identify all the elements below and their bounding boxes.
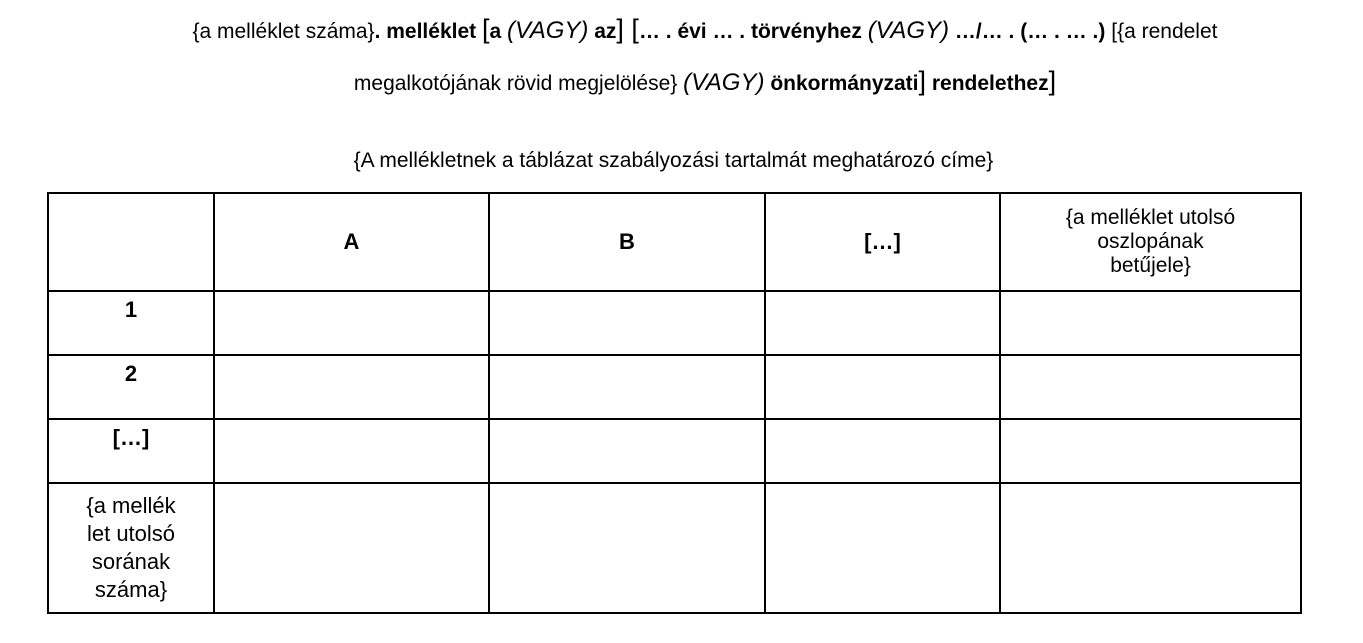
bracket-open: [ xyxy=(481,14,490,44)
decree-issuer-placeholder-cont: megalkotójának rövid megjelölése} xyxy=(353,72,678,95)
table-cell xyxy=(765,483,1000,613)
table-row xyxy=(48,355,1301,419)
article-a: a xyxy=(489,20,502,43)
bracket-pair: ] [ xyxy=(616,14,639,44)
or-marker: (VAGY) xyxy=(867,17,950,44)
row-header-last-line: let utolsó xyxy=(86,521,176,546)
table-header-row xyxy=(48,193,1301,291)
table-cell xyxy=(214,419,489,483)
table-cell xyxy=(1000,355,1301,419)
table-cell xyxy=(1000,291,1301,355)
municipal-word: önkormányzati xyxy=(770,72,919,95)
table-cell xyxy=(214,291,489,355)
row-header-last xyxy=(48,483,214,613)
column-header-last-line: {a melléklet utolsó xyxy=(1065,206,1236,229)
column-header-ellipsis: […] xyxy=(765,193,1000,291)
annex-title-line-2 xyxy=(60,66,1350,97)
bracket-close: ] xyxy=(1048,66,1057,96)
law-reference: … . évi … . törvényhez xyxy=(638,20,862,43)
or-marker: (VAGY) xyxy=(507,17,589,44)
corner-cell xyxy=(48,193,214,291)
table-row xyxy=(48,291,1301,355)
table-cell xyxy=(765,355,1000,419)
table-cell xyxy=(765,291,1000,355)
row-header-last-line: sorának xyxy=(91,549,171,574)
column-header-last xyxy=(1000,193,1301,291)
column-header-last-line: oszlopának xyxy=(1097,230,1204,253)
table-cell xyxy=(214,483,489,613)
table-cell xyxy=(489,483,765,613)
row-header-2: 2 xyxy=(48,355,214,419)
article-az: az xyxy=(594,20,617,43)
table-cell xyxy=(489,355,765,419)
row-header-1: 1 xyxy=(48,291,214,355)
annex-title-line-1 xyxy=(60,14,1350,45)
table-cell xyxy=(489,291,765,355)
table-cell xyxy=(214,355,489,419)
table-row xyxy=(48,419,1301,483)
bracket-close: ] xyxy=(918,66,927,96)
decree-number: …/… . (… . … .) xyxy=(954,20,1106,43)
row-header-last-line: {a mellék xyxy=(86,493,176,518)
decree-word: rendelethez xyxy=(931,72,1049,95)
annex-table xyxy=(47,192,1302,614)
table-cell xyxy=(765,419,1000,483)
column-header-a: A xyxy=(214,193,489,291)
annex-number-placeholder: {a melléklet száma} xyxy=(192,20,375,43)
or-marker: (VAGY) xyxy=(683,69,765,96)
table-caption: {A mellékletnek a táblázat szabályozási tartalmát meghatározó címe} xyxy=(353,149,994,172)
decree-issuer-placeholder: [{a rendelet xyxy=(1111,20,1218,43)
table-cell xyxy=(1000,419,1301,483)
column-header-last-line: betűjele} xyxy=(1110,254,1191,277)
table-row-last xyxy=(48,483,1301,613)
annex-word: . melléklet xyxy=(374,20,477,43)
column-header-b: B xyxy=(489,193,765,291)
row-header-last-line: száma} xyxy=(94,577,168,602)
row-header-ellipsis: […] xyxy=(48,419,214,483)
table-cell xyxy=(1000,483,1301,613)
table-cell xyxy=(489,419,765,483)
